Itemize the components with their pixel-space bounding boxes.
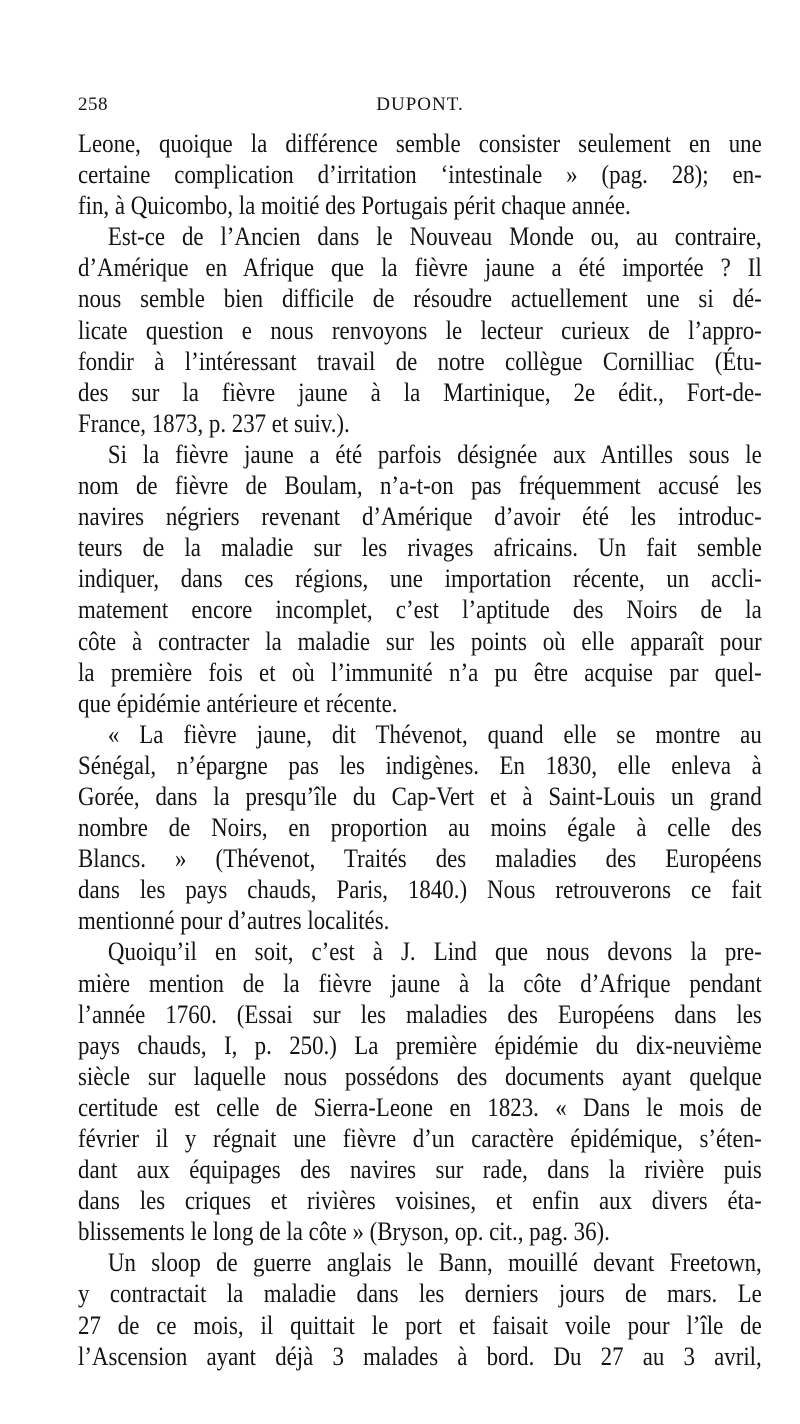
text-line: Quoiqu’il en soit, c’est à J. Lind que nous devons la pre- xyxy=(107,937,762,967)
text-line: dans les pays chauds, Paris, 1840.) Nous retrouverons ce fait xyxy=(78,875,762,905)
text-line: Blancs. » (Thévenot, Traités des maladies des Européens xyxy=(78,844,762,874)
text-line: teurs de la maladie sur les rivages africains. Un fait semble xyxy=(78,533,762,563)
text-line: France, 1873, p. 237 et suiv.). xyxy=(78,408,350,438)
text-line: navires négriers revenant d’Amérique d’avoir été les introduc- xyxy=(78,502,762,532)
text-line: nous semble bien difficile de résoudre actuellement une si dé- xyxy=(78,284,762,314)
body-text-inner xyxy=(78,128,762,1372)
text-line: mière mention de la fièvre jaune à la côte d’Afrique pendant xyxy=(78,968,762,998)
text-line: dant aux équipages des navires sur rade, dans la rivière puis xyxy=(78,1155,762,1185)
page-header xyxy=(78,94,762,120)
text-line: d’Amérique en Afrique que la fièvre jaune a été importée ? Il xyxy=(78,253,762,283)
text-line: février il y régnait une fièvre d’un caractère épidémique, s’éten- xyxy=(78,1124,762,1153)
text-line: que épidémie antérieure et récente. xyxy=(78,688,398,718)
text-line: blissements le long de la côte » (Bryson, op. cit., pag. 36). xyxy=(78,1217,610,1247)
text-line: certitude est celle de Sierra-Leone en 1823. « Dans le mois de xyxy=(78,1092,762,1122)
bottom-margin xyxy=(0,1364,800,1424)
text-line: « La fièvre jaune, dit Thévenot, quand elle se montre au xyxy=(107,719,762,749)
text-line: l’année 1760. (Essai sur les maladies des Européens dans les xyxy=(78,999,762,1029)
paragraph xyxy=(78,128,762,221)
text-line: la première fois et où l’immunité n’a pu être acquise par quel- xyxy=(78,657,762,687)
text-line: licate question e nous renvoyons le lecteur curieux de l’appro- xyxy=(78,315,762,345)
text-line: pays chauds, I, p. 250.) La première épidémie du dix-neuvième xyxy=(78,1030,762,1060)
text-line: indiquer, dans ces régions, une importation récente, un accli- xyxy=(78,564,762,594)
text-line: nombre de Noirs, en proportion au moins égale à celle des xyxy=(78,813,762,843)
text-line: 27 de ce mois, il quittait le port et faisait voile pour l’île de xyxy=(78,1310,762,1340)
paragraph xyxy=(78,439,762,719)
text-line: Un sloop de guerre anglais le Bann, mouillé devant Freetown, xyxy=(107,1248,762,1278)
text-line: Sénégal, n’épargne pas les indigènes. En 1830, elle enleva à xyxy=(78,750,762,780)
text-line: côte à contracter la maladie sur les points où elle apparaît pour xyxy=(78,626,762,656)
text-line: des sur la fièvre jaune à la Martinique, 2e édit., Fort-de- xyxy=(78,377,762,407)
text-line: dans les criques et rivières voisines, et enfin aux divers éta- xyxy=(78,1186,762,1216)
text-line: Leone, quoique la différence semble consister seulement en une xyxy=(78,129,762,158)
paragraph xyxy=(78,936,762,1247)
body-text xyxy=(78,128,762,1372)
paragraph xyxy=(78,719,762,937)
text-line: fondir à l’intéressant travail de notre collègue Cornilliac (Étu- xyxy=(78,346,762,376)
text-line: matement encore incomplet, c’est l’aptitude des Noirs de la xyxy=(78,595,762,625)
text-line: nom de fièvre de Boulam, n’a-t-on pas fréquemment accusé les xyxy=(78,471,762,501)
text-line: mentionné pour d’autres localités. xyxy=(78,906,390,936)
text-line: Est-ce de l’Ancien dans le Nouveau Monde ou, au contraire, xyxy=(107,222,762,252)
page-number: 258 xyxy=(78,94,108,115)
paragraph xyxy=(78,1247,762,1371)
text-line: l’Ascension ayant déjà 3 malades à bord. Du 27 au 3 avril, xyxy=(78,1341,762,1371)
text-line: Si la fièvre jaune a été parfois désignée aux Antilles sous le xyxy=(107,439,762,469)
text-line: certaine complication d’irritation ‘intestinale » (pag. 28); en- xyxy=(78,160,762,190)
text-line: Gorée, dans la presqu’île du Cap-Vert et à Saint-Louis un grand xyxy=(78,781,762,811)
text-line: y contractait la maladie dans les derniers jours de mars. Le xyxy=(78,1279,762,1309)
running-head: DUPONT. xyxy=(376,94,464,115)
paragraph xyxy=(78,221,762,439)
text-line: siècle sur laquelle nous possédons des documents ayant quelque xyxy=(78,1061,762,1091)
text-line: fin, à Quicombo, la moitié des Portugais périt chaque année. xyxy=(78,191,631,221)
